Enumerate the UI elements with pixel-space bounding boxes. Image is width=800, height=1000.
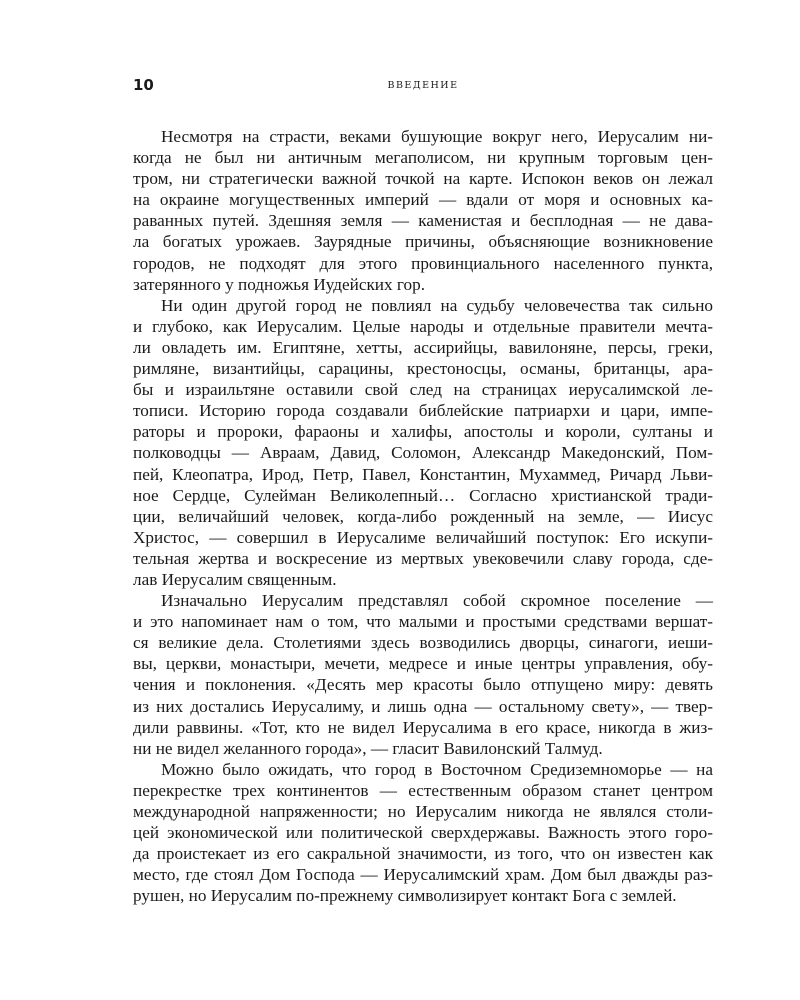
paragraph [133,590,713,759]
text-line: Несмотря на страсти, веками бушующие вокруг него, Иерусалим ни- [161,127,713,146]
text-line: и глубоко, как Иерусалим. Целые народы и отдельные правители мечта- [133,316,713,336]
text-line: вы, церкви, монастыри, мечети, медресе и иные центры управления, обу- [133,654,713,674]
text-line: Изначально Иерусалим представлял собой скромное поселение — [161,591,713,611]
paragraph [133,295,713,590]
text-line: да проистекает из его сакральной значимости, из того, что он известен как [133,844,713,864]
text-line: ни не видел желанного города», — гласит Вавилонский Талмуд. [133,738,603,758]
text-line: раванных путей. Здешняя земля — каменистая и бесплодная — не дава- [133,211,713,231]
text-line: место, где стоял Дом Господа — Иерусалимский храм. Дом был дважды раз- [133,865,713,885]
text-line: Христос, — совершил в Иерусалиме величайший поступок: Его искупи- [133,527,713,547]
text-line: ное Сердце, Сулейман Великолепный… Согласно христианской тради- [133,485,713,505]
page-number: 10 [133,76,154,94]
text-line: цей экономической или политической сверхдержавы. Важность этого горо- [133,823,713,843]
text-line: дили раввины. «Тот, кто не видел Иерусалима в его красе, никогда в жиз- [133,717,713,737]
text-line: тром, ни стратегически важной точкой на карте. Испокон веков он лежал [133,169,713,189]
text-line: на окраине могущественных империй — вдали от моря и основных ка- [133,190,713,210]
text-line: Можно было ожидать, что город в Восточном Средиземноморье — на [161,759,713,779]
text-line: пей, Клеопатра, Ирод, Петр, Павел, Константин, Мухаммед, Ричард Льви- [133,464,713,484]
running-title: ВВЕДЕНИЕ [387,80,459,91]
text-line: и это напоминает нам о том, что малыми и простыми средствами вершат- [133,612,713,632]
body-text [133,126,713,906]
text-line: тописи. Историю города создавали библейские патриархи и цари, импе- [133,401,713,421]
text-line: международной напряженности; но Иерусалим никогда не являлся столи- [133,802,713,821]
text-line: бы и израильтяне оставили свой след на страницах иерусалимской ле- [133,380,713,400]
text-line: лав Иерусалим священным. [133,569,337,589]
text-line: когда не был ни античным мегаполисом, ни крупным торговым цен- [133,148,713,168]
text-line: Ни один другой город не повлиял на судьбу человечества так сильно [161,295,713,315]
text-line: раторы и пророки, фараоны и халифы, апостолы и короли, султаны и [133,422,713,442]
text-line: ла богатых урожаев. Заурядные причины, объясняющие возникновение [133,232,713,252]
text-line: тельная жертва и воскресение из мертвых увековечили славу города, сде- [133,548,713,568]
text-line: чения и поклонения. «Десять мер красоты было отпущено миру: девять [133,675,713,695]
paragraph [133,759,713,907]
text-line: ли овладеть им. Египтяне, хетты, ассирийцы, вавилоняне, персы, греки, [133,337,713,357]
text-line: городов, не подходят для этого провинциального населенного пункта, [133,253,713,273]
text-line: из них достались Иерусалиму, и лишь одна — остальному свету», — твер- [133,696,713,716]
text-line: ции, величайший человек, когда-либо рожденный на земле, — Иисус [133,506,713,526]
text-line: полководцы — Авраам, Давид, Соломон, Александр Македонский, Пом- [133,443,713,463]
paragraph [133,126,713,295]
text-line: ся великие дела. Столетиями здесь возводились дворцы, синагоги, иеши- [133,633,713,653]
text-line: затерянного у подножья Иудейских гор. [133,274,425,294]
text-line: рушен, но Иерусалим по-прежнему символизирует контакт Бога с землей. [133,886,677,906]
text-line: римляне, византийцы, сарацины, крестоносцы, османы, британцы, ара- [133,359,713,379]
text-line: перекрестке трех континентов — естественным образом станет центром [133,780,713,800]
